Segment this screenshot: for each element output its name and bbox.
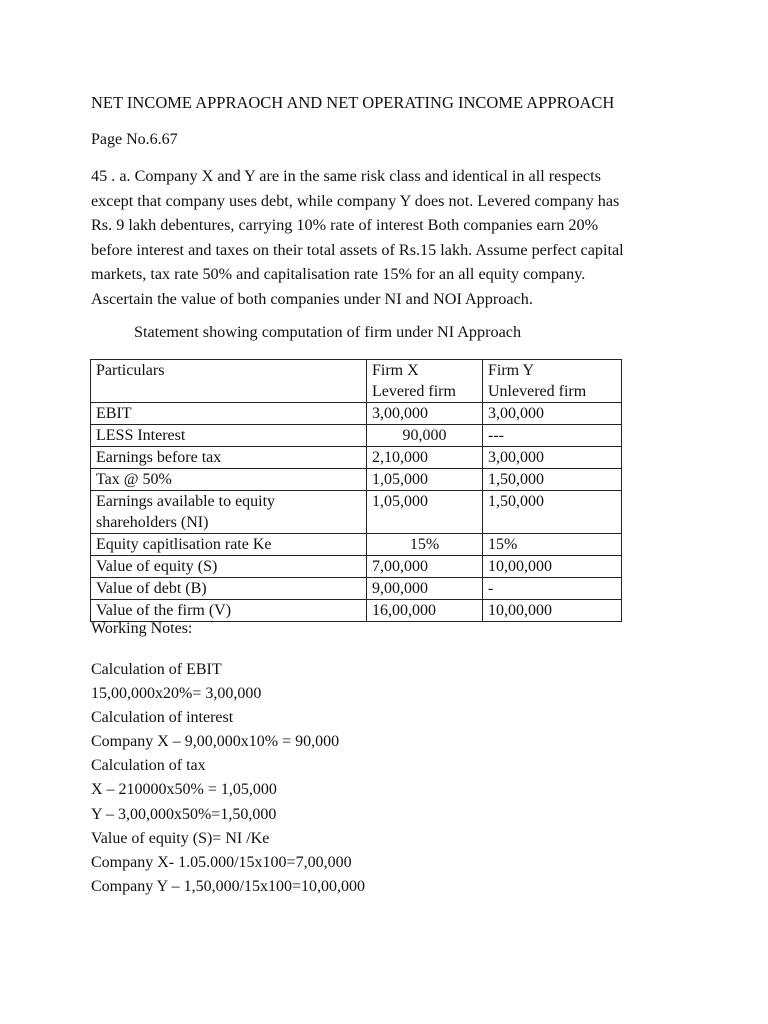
firm-x-value: 3,00,000 — [367, 403, 483, 425]
header-firm-y-type: Unlevered firm — [488, 383, 587, 400]
working-note-line: Value of equity (S)= NI /Ke — [91, 829, 270, 847]
table-row — [91, 578, 622, 600]
firm-y-value: 15% — [483, 534, 622, 556]
firm-y-value: 3,00,000 — [483, 403, 622, 425]
header-firm-y — [483, 360, 622, 403]
header-firm-x-type: Levered firm — [372, 383, 456, 400]
question-line: 45 . a. Company X and Y are in the same risk class and identical in all respects — [91, 167, 601, 185]
question-line: markets, tax rate 50% and capitalisation rate 15% for an all equity company. — [91, 265, 586, 283]
firm-x-value: 2,10,000 — [367, 447, 483, 469]
row-label: Equity capitlisation rate Ke — [91, 534, 367, 556]
page-title: NET INCOME APPRAOCH AND NET OPERATING INCOME APPROACH — [91, 93, 615, 112]
firm-y-value: 1,50,000 — [483, 491, 622, 534]
table-header-row — [91, 360, 622, 403]
page-number: Page No.6.67 — [91, 131, 178, 148]
firm-y-value: 1,50,000 — [483, 469, 622, 491]
header-firm-x — [367, 360, 483, 403]
header-firm-x-name: Firm X — [372, 362, 419, 379]
working-note-line: Calculation of tax — [91, 757, 206, 775]
ni-approach-table — [90, 359, 622, 622]
working-notes-title: Working Notes: — [91, 620, 193, 637]
row-label: Value of equity (S) — [91, 556, 367, 578]
question-line: Rs. 9 lakh debentures, carrying 10% rate of interest Both companies earn 20% — [91, 216, 599, 234]
row-label: Value of debt (B) — [91, 578, 367, 600]
row-label — [91, 491, 367, 534]
row-label-line: shareholders (NI) — [96, 514, 209, 531]
question-text — [91, 164, 681, 311]
firm-x-value: 7,00,000 — [367, 556, 483, 578]
row-label-line: Earnings available to equity — [96, 493, 276, 510]
table-row — [91, 425, 622, 447]
firm-y-value: 10,00,000 — [483, 556, 622, 578]
working-note-line: Company X- 1.05.000/15x100=7,00,000 — [91, 853, 352, 871]
firm-x-value: 9,00,000 — [367, 578, 483, 600]
table-row — [91, 534, 622, 556]
row-label: Tax @ 50% — [91, 469, 367, 491]
row-label: Value of the firm (V) — [91, 600, 367, 622]
question-line: before interest and taxes on their total assets of Rs.15 lakh. Assume perfect capital — [91, 240, 624, 259]
working-note-line: Company Y – 1,50,000/15x100=10,00,000 — [91, 877, 366, 895]
firm-x-value: 1,05,000 — [367, 491, 483, 534]
working-note-line: Y – 3,00,000x50%=1,50,000 — [91, 805, 277, 823]
row-label: EBIT — [91, 403, 367, 425]
table-row — [91, 403, 622, 425]
firm-y-value: --- — [483, 425, 622, 447]
table-row — [91, 556, 622, 578]
working-note-line: X – 210000x50% = 1,05,000 — [91, 781, 277, 799]
firm-y-value: - — [483, 578, 622, 600]
firm-y-value: 3,00,000 — [483, 447, 622, 469]
question-line: Ascertain the value of both companies under NI and NOI Approach. — [91, 289, 533, 308]
firm-x-value: 90,000 — [367, 425, 483, 447]
table-row — [91, 447, 622, 469]
firm-y-value: 10,00,000 — [483, 600, 622, 622]
working-note-line: 15,00,000x20%= 3,00,000 — [91, 685, 262, 703]
row-label: LESS Interest — [91, 425, 367, 447]
firm-x-value: 15% — [367, 534, 483, 556]
table-row — [91, 469, 622, 491]
table-row — [91, 491, 622, 534]
working-note-line: Calculation of EBIT — [91, 661, 222, 678]
row-label: Earnings before tax — [91, 447, 367, 469]
working-note-line: Calculation of interest — [91, 709, 234, 727]
working-note-line: Company X – 9,00,000x10% = 90,000 — [91, 733, 340, 751]
header-firm-y-name: Firm Y — [488, 362, 535, 379]
question-line: except that company uses debt, while company Y does not. Levered company has — [91, 191, 620, 210]
table-caption: Statement showing computation of firm under NI Approach — [134, 323, 522, 341]
working-notes — [91, 618, 365, 899]
firm-x-value: 16,00,000 — [367, 600, 483, 622]
header-particulars: Particulars — [91, 360, 367, 403]
firm-x-value: 1,05,000 — [367, 469, 483, 491]
